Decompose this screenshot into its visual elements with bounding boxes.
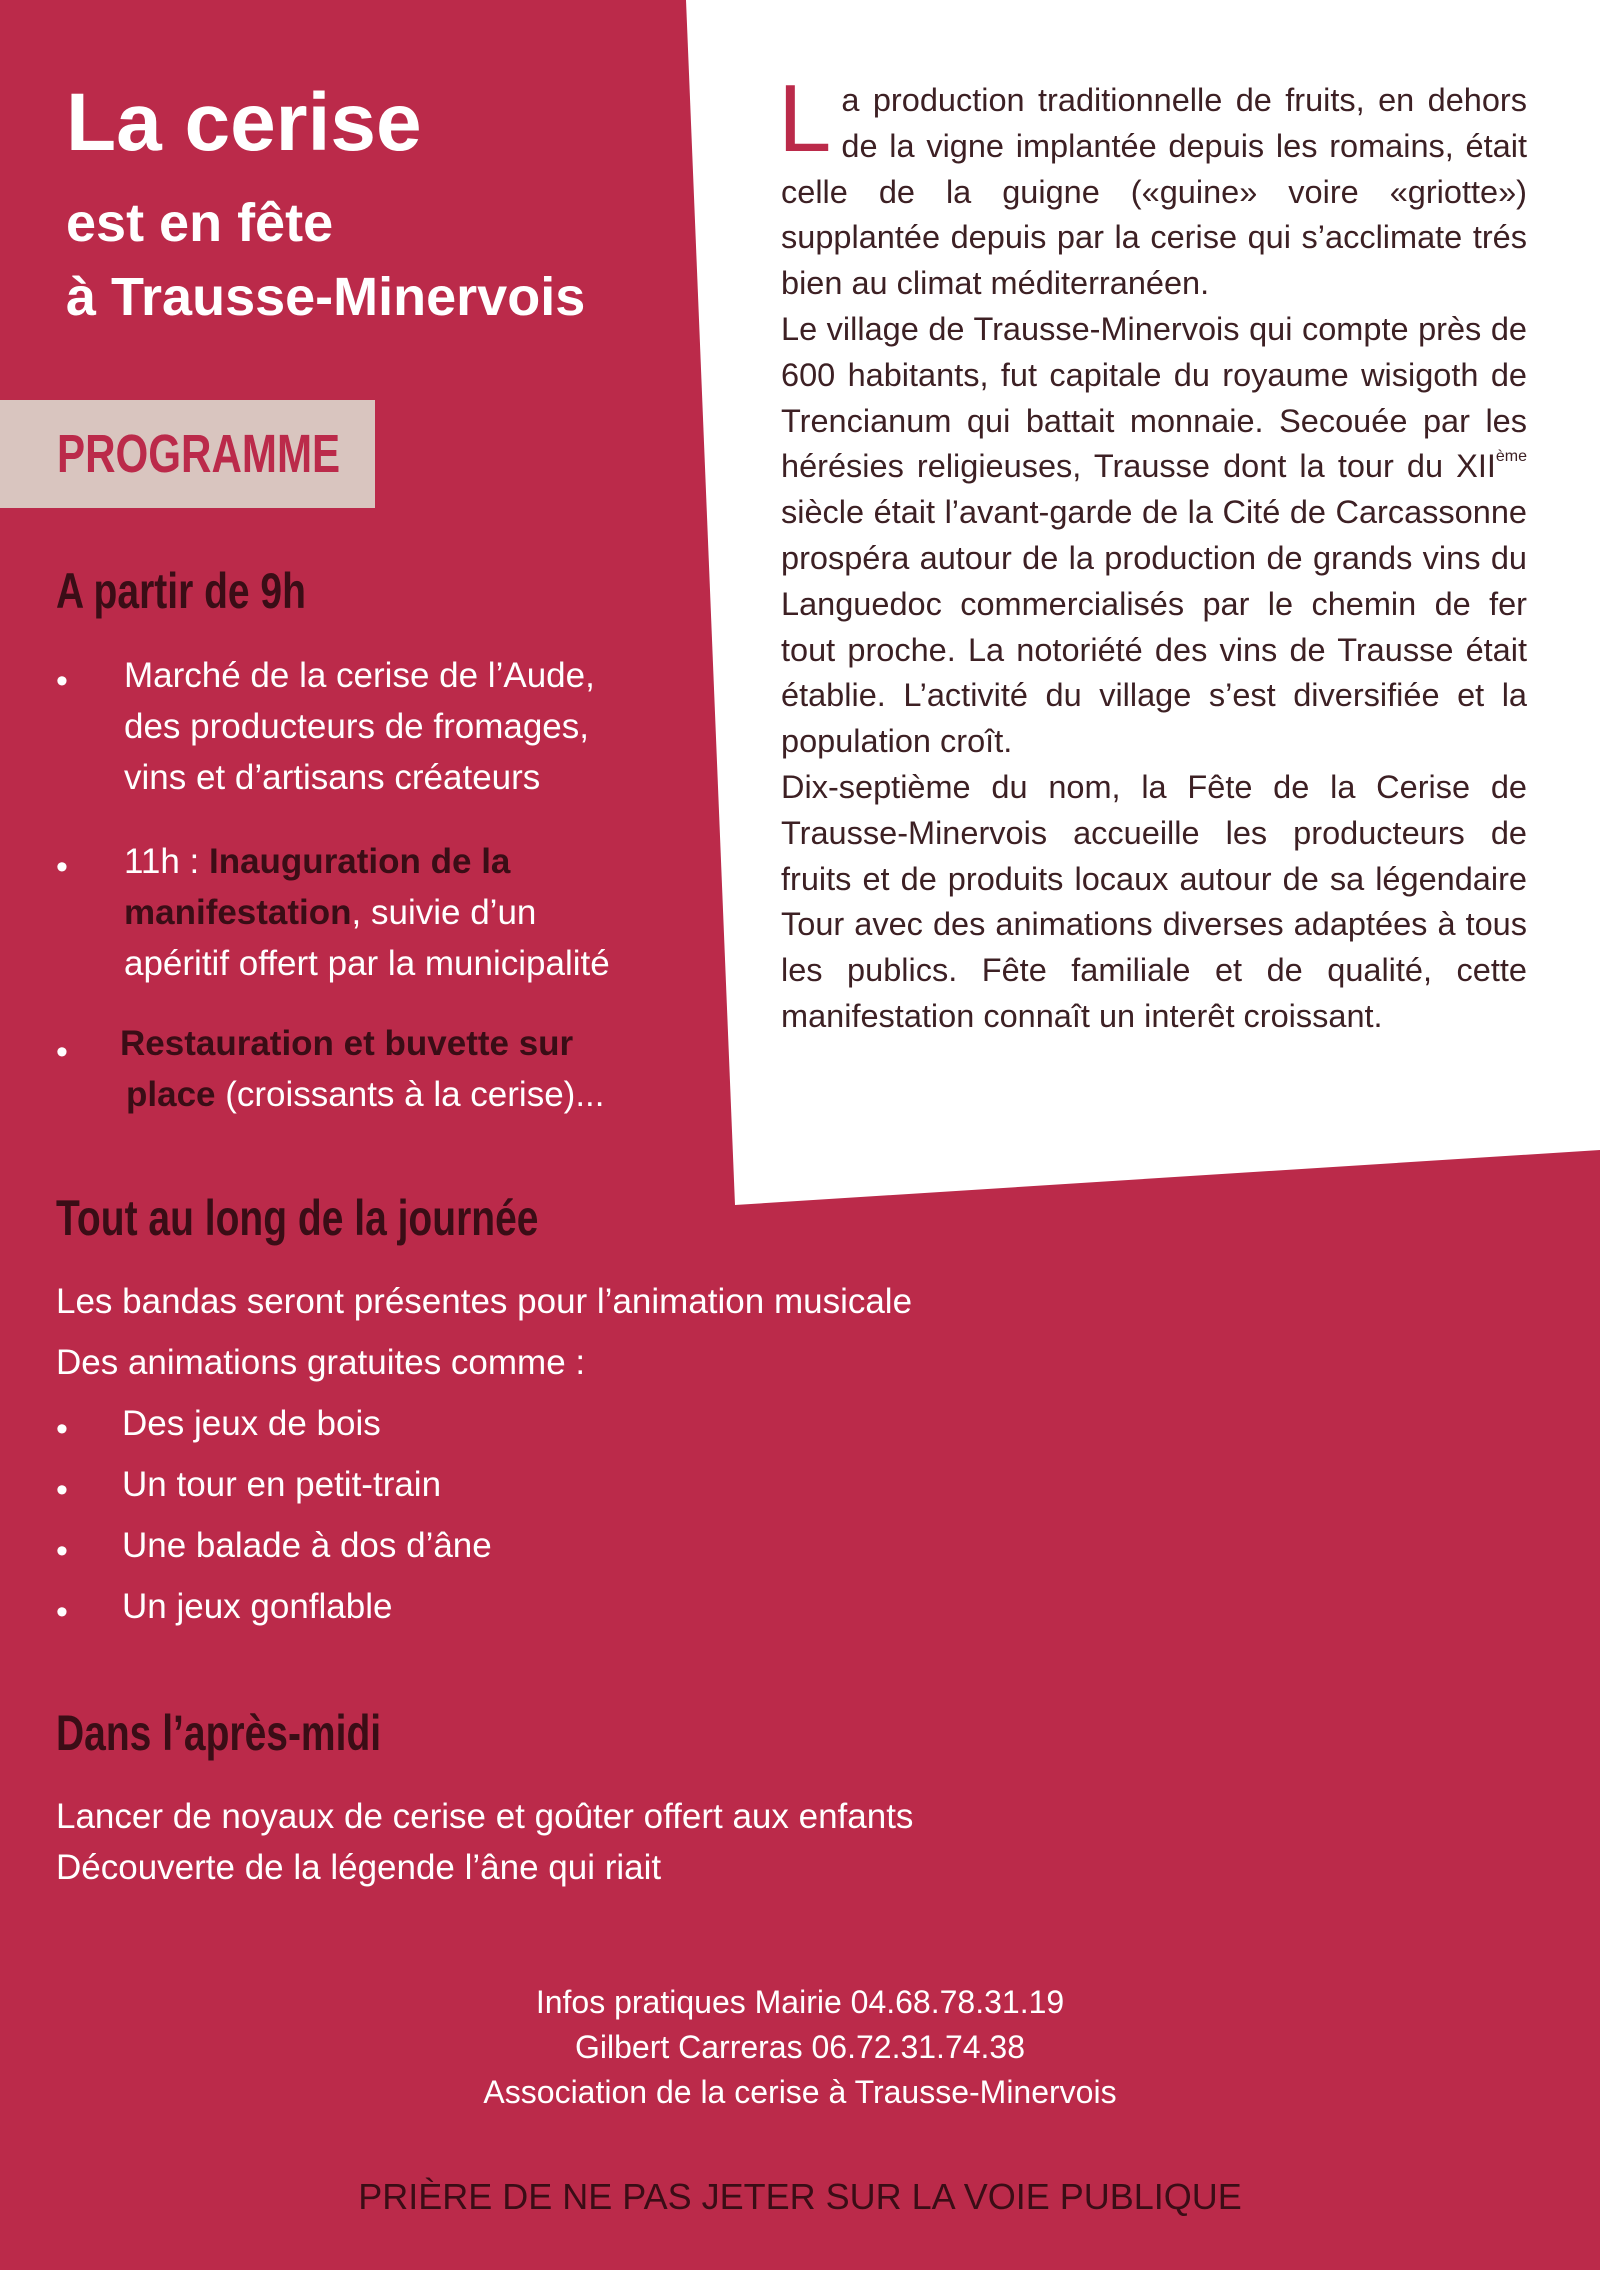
inauguration-time: 11h :: [124, 842, 209, 881]
inauguration-rest-b: apéritif offert par la municipalité: [124, 944, 610, 983]
bullet-market-line3: vins et d’artisans créateurs: [124, 758, 541, 797]
article-p2-text-b: siècle était l’avant-garde de la Cité de Carcassonne prospéra autour de la production de grands vins du Languedoc commercialisés par le chemin de fer tout proche. La notoriété des vins de Trausse était établie. L’activité du village s’est diversifiée et la population croît.: [781, 494, 1527, 760]
bullet-market-line1: Marché de la cerise de l’Aude,: [124, 656, 595, 695]
superscript-eme: ème: [1495, 448, 1527, 466]
programme-label: PROGRAMME: [57, 424, 341, 484]
article-paragraph-3: [781, 765, 1527, 1040]
bullet-marker: •: [56, 1033, 68, 1071]
bullet-market: [124, 650, 684, 803]
bullet-marker: •: [56, 1532, 68, 1570]
article-p1-text: a production traditionnelle de fruits, en dehors de la vigne implantée depuis les romains, était celle de la guigne («guine» voire «griotte») supplantée depuis par la cerise qui s’acclimate trés bien au climat méditerranéen.: [781, 82, 1527, 302]
list-item: Un tour en petit-train: [122, 1465, 442, 1504]
inauguration-bold-a: Inauguration de la: [208, 842, 511, 881]
list-item: Un jeux gonflable: [122, 1587, 393, 1626]
list-item: Des jeux de bois: [122, 1404, 381, 1443]
page-subtitle-line2: à Trausse-Minervois: [66, 267, 586, 327]
article-body: [778, 65, 1527, 1040]
afternoon-line2: Découverte de la légende l’âne qui riait: [56, 1848, 662, 1887]
section-heading-morning: A partir de 9h: [56, 563, 306, 619]
animations-intro: Des animations gratuites comme :: [56, 1343, 586, 1382]
restauration-bold-a: Restauration et buvette sur: [120, 1024, 574, 1063]
article-p2-text-a: Le village de Trausse-Minervois qui compte près de 600 habitants, fut capitale du royaume wisigoth de Trencianum qui battait monnaie. Secouée par les hérésies religieuses, Trausse dont la tour du XII: [781, 310, 1527, 485]
drop-cap: L: [778, 65, 832, 172]
section-heading-day: Tout au long de la journée: [56, 1190, 539, 1246]
inauguration-bold-b: manifestation: [124, 893, 352, 932]
bullet-restauration: [120, 1018, 680, 1120]
info-association: Association de la cerise à Trausse-Minervois: [483, 2074, 1117, 2110]
litter-notice: PRIÈRE DE NE PAS JETER SUR LA VOIE PUBLIQUE: [358, 2176, 1242, 2217]
article-paragraph-2: [781, 307, 1527, 765]
bullet-inauguration: [124, 836, 684, 989]
bullet-marker: •: [56, 1593, 68, 1631]
list-item: Une balade à dos d’âne: [122, 1526, 492, 1565]
article-p3-text: Dix-septième du nom, la Fête de la Cerise de Trausse-Minervois accueille les producteurs de fruits et de produits locaux autour de sa légendaire Tour avec des animations diverses adaptées à tous les publics. Fête familiale et de qualité, cette manifestation connaît un interêt croissant.: [781, 768, 1527, 1034]
bullet-marker: •: [56, 1471, 68, 1509]
page-subtitle-line1: est en fête: [66, 193, 334, 253]
info-mairie: Infos pratiques Mairie 04.68.78.31.19: [535, 1984, 1065, 2020]
restauration-rest: (croissants à la cerise)...: [215, 1075, 605, 1114]
restauration-bold-b: place: [126, 1075, 216, 1114]
bandas-line: Les bandas seront présentes pour l’animation musicale: [56, 1282, 913, 1321]
inauguration-rest-a: , suivie d’un: [351, 893, 537, 932]
bullet-marker: •: [56, 662, 68, 700]
bullet-marker: •: [56, 1410, 68, 1448]
section-heading-afternoon: Dans l’après-midi: [56, 1705, 382, 1761]
afternoon-line1: Lancer de noyaux de cerise et goûter offert aux enfants: [56, 1797, 914, 1836]
article-paragraph-1: [778, 65, 1527, 307]
bullet-marker: •: [56, 848, 68, 886]
programme-banner: [0, 400, 375, 508]
info-contact: Gilbert Carreras 06.72.31.74.38: [574, 2029, 1026, 2065]
bullet-market-line2: des producteurs de fromages,: [124, 707, 589, 746]
page-title: La cerise: [66, 77, 422, 168]
